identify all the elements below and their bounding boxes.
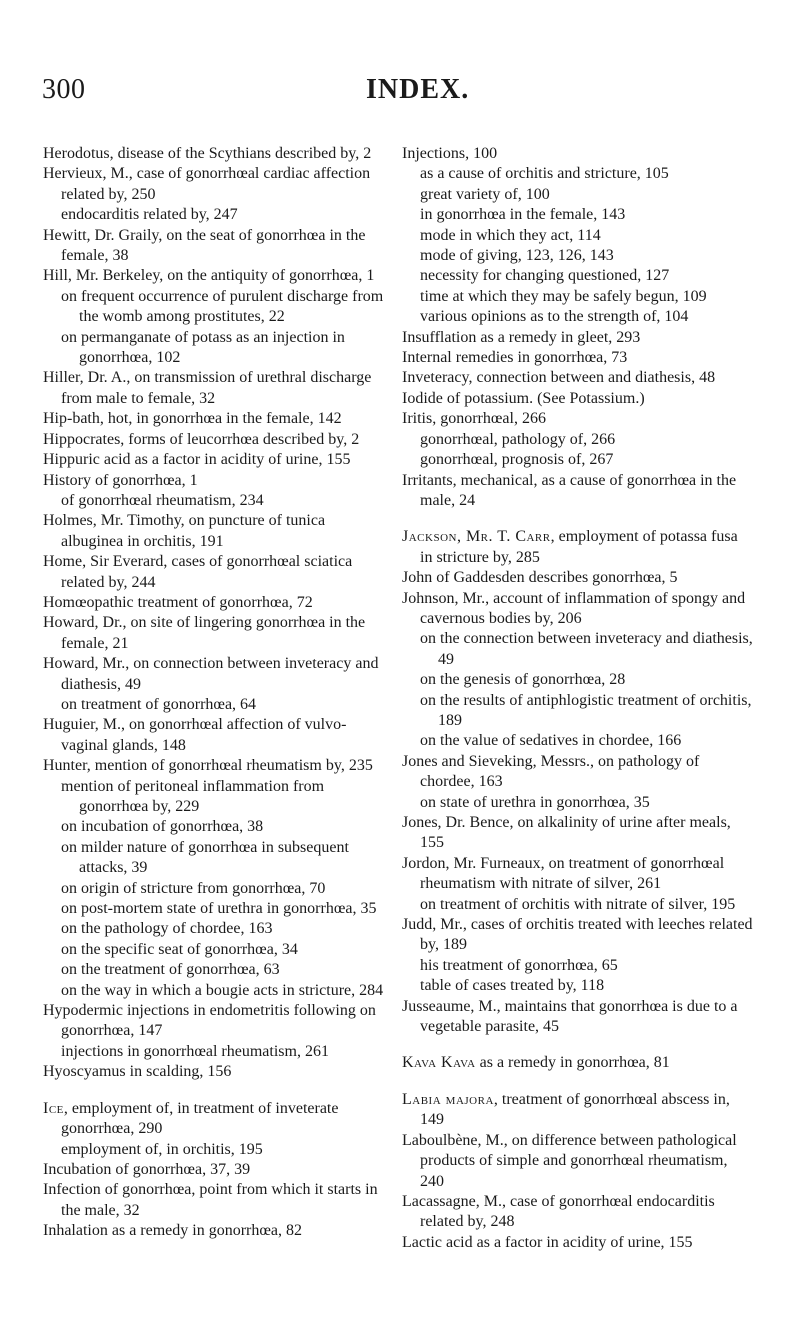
index-subentry [402,976,754,996]
entry-text: Hippocrates, forms of leucorrhœa described by, 2 [43,430,360,448]
index-entry [402,997,754,1038]
entry-text: Jordon, Mr. Furneaux, on treatment of gonorrhœal rheumatism with nitrate of silver, 261 [402,854,725,893]
entry-text: gonorrhœal, pathology of, 266 [420,430,616,448]
index-entry [43,226,391,267]
index-entry [43,368,391,409]
entry-text: various opinions as to the strength of, 104 [420,308,689,326]
index-subentry [402,629,754,670]
index-subentry [43,695,391,715]
entry-text: Herodotus, disease of the Scythians described by, 2 [43,145,372,162]
entry-text: Injections, 100 [402,145,498,162]
index-entry [43,1180,391,1221]
entry-text: , treatment of gonorrhœal abscess in, 149 [420,1090,730,1129]
entry-text: Johnson, Mr., account of inflammation of spongy and cavernous bodies by, 206 [402,589,746,627]
entry-text: mention of peritoneal inflammation from gonorrhœa by, 229 [61,777,325,815]
section-gap [402,511,754,527]
entry-text: Hill, Mr. Berkeley, on the antiquity of gonorrhœa, 1 [43,267,375,285]
index-entry [402,1233,754,1253]
entry-text: Hyoscyamus in scalding, 156 [43,1063,232,1081]
index-subentry [402,895,754,915]
entry-text: Laboulbène, M., on difference between pathological products of simple and gonorrhœal rheumatism, 240 [402,1131,737,1190]
index-subentry [43,899,391,919]
index-subentry [402,287,754,307]
entry-text: table of cases treated by, 118 [420,977,605,995]
entry-text: Lacassagne, M., case of gonorrhœal endocarditis related by, 248 [402,1192,715,1231]
index-entry [402,389,754,409]
section-gap [402,1037,754,1053]
index-entry [43,471,391,491]
entry-text: on the genesis of gonorrhœa, 28 [420,671,626,689]
index-entry [43,511,391,552]
entry-lead-word: Ice [43,1099,64,1117]
index-entry [43,654,391,695]
section-gap [43,1083,391,1099]
index-subentry [43,1042,391,1062]
entry-text: Hypodermic injections in endometritis following on gonorrhœa, 147 [43,1002,376,1040]
entry-lead-word: Kava Kava [402,1054,476,1072]
entry-lead-word: Jackson, Mr. T. Carr [402,528,551,546]
entry-text: Hunter, mention of gonorrhœal rheumatism by, 235 [43,757,373,775]
index-entry [43,409,391,429]
index-subentry [402,670,754,690]
index-entry [43,1160,391,1180]
entry-text: Howard, Mr., on connection between inveteracy and diathesis, 49 [43,655,379,693]
index-entry [43,450,391,470]
entry-text: Home, Sir Everard, cases of gonorrhœal sciatica related by, 244 [43,553,353,591]
entry-text: on post-mortem state of urethra in gonorrhœa, 35 [61,900,377,918]
index-column-right [402,144,754,1253]
entry-text: Hip-bath, hot, in gonorrhœa in the female, 142 [43,410,342,428]
entry-text: Jones, Dr. Bence, on alkalinity of urine after meals, 155 [402,814,731,852]
index-subentry [402,185,754,205]
entry-text: Hiller, Dr. A., on transmission of urethral discharge from male to female, 32 [43,369,372,407]
entry-text: on incubation of gonorrhœa, 38 [61,818,264,836]
entry-text: , employment of, in treatment of inveterate gonorrhœa, 290 [61,1099,339,1138]
entry-text: Inhalation as a remedy in gonorrhœa, 82 [43,1222,303,1240]
index-subentry [43,940,391,960]
entry-text: endocarditis related by, 247 [61,206,238,224]
running-title: INDEX. [366,74,470,105]
entry-text: gonorrhœal, prognosis of, 267 [420,451,614,469]
entry-text: , employment of potassa fusa in stricture by, 285 [420,528,738,566]
index-subentry [43,817,391,837]
entry-text: Iritis, gonorrhœal, 266 [402,410,546,428]
entry-text: Hewitt, Dr. Graily, on the seat of gonorrhœa in the female, 38 [43,226,366,265]
index-column-left [43,144,391,1242]
entry-text: Homœopathic treatment of gonorrhœa, 72 [43,593,313,611]
index-entry [402,854,754,895]
page-header [0,74,800,114]
entry-text: on frequent occurrence of purulent discharge from the womb among prostitutes, 22 [61,287,384,326]
index-subentry [43,328,391,369]
index-entry [43,613,391,654]
index-entry [402,348,754,368]
index-subentry [43,491,391,511]
entry-text: on origin of stricture from gonorrhœa, 70 [61,879,326,897]
entry-text: mode of giving, 123, 126, 143 [420,247,614,265]
index-entry [43,1221,391,1241]
index-subentry [43,960,391,980]
index-entry [402,1090,754,1131]
index-entry [43,266,391,286]
entry-text: Incubation of gonorrhœa, 37, 39 [43,1160,251,1178]
index-subentry [402,691,754,732]
index-entry [43,164,391,205]
entry-text: on permanganate of potass as an injection in gonorrhœa, 102 [61,328,345,367]
entry-text: Howard, Dr., on site of lingering gonorrhœa in the female, 21 [43,614,366,652]
entry-text: Hippuric acid as a factor in acidity of urine, 155 [43,451,351,469]
entry-text: Huguier, M., on gonorrhœal affection of vulvo-vaginal glands, 148 [43,716,347,754]
entry-text: on the value of sedatives in chordee, 166 [420,732,682,750]
index-entry [43,756,391,776]
index-entry [43,1062,391,1082]
index-entry [402,915,754,956]
entry-text: necessity for changing questioned, 127 [420,267,670,285]
entry-text: on milder nature of gonorrhœa in subsequent attacks, 39 [61,838,349,877]
index-subentry [402,307,754,327]
index-subentry [43,1140,391,1160]
entry-text: Infection of gonorrhœa, point from which it starts in the male, 32 [43,1181,378,1219]
entry-text: his treatment of gonorrhœa, 65 [420,956,618,974]
entry-text: John of Gaddesden describes gonorrhœa, 5 [402,569,678,587]
index-subentry [43,777,391,818]
entry-text: on the treatment of gonorrhœa, 63 [61,961,280,979]
index-entry [43,1001,391,1042]
index-subentry [43,981,391,1001]
index-subentry [43,879,391,899]
index-entry [43,1099,391,1140]
index-subentry [402,205,754,225]
index-entry [402,1192,754,1233]
index-entry [43,715,391,756]
index-entry [402,589,754,630]
entry-text: great variety of, 100 [420,185,550,203]
index-subentry [402,731,754,751]
index-entry [402,527,754,568]
entry-text: on treatment of gonorrhœa, 64 [61,695,257,713]
index-entry [402,471,754,512]
index-subentry [402,430,754,450]
index-subentry [43,919,391,939]
entry-text: Internal remedies in gonorrhœa, 73 [402,349,628,367]
section-gap [402,1074,754,1090]
index-entry [402,752,754,793]
entry-text: Insufflation as a remedy in gleet, 293 [402,328,641,346]
entry-text: Irritants, mechanical, as a cause of gonorrhœa in the male, 24 [402,471,737,509]
entry-text: mode in which they act, 114 [420,226,601,244]
index-entry [43,593,391,613]
entry-text: Judd, Mr., cases of orchitis treated with leeches related by, 189 [402,916,753,954]
entry-text: on the specific seat of gonorrhœa, 34 [61,940,298,958]
index-subentry [402,793,754,813]
index-entry [402,813,754,854]
entry-text: on the pathology of chordee, 163 [61,920,273,938]
index-entry [43,144,391,164]
index-subentry [402,956,754,976]
entry-text: on treatment of orchitis with nitrate of silver, 195 [420,895,736,913]
index-entry [402,1131,754,1192]
entry-text: injections in gonorrhœal rheumatism, 261 [61,1042,329,1060]
index-subentry [402,266,754,286]
entry-text: time at which they may be safely begun, 109 [420,287,707,305]
index-subentry [402,450,754,470]
index-subentry [402,246,754,266]
entry-text: Hervieux, M., case of gonorrhœal cardiac affection related by, 250 [43,165,371,203]
index-subentry [402,226,754,246]
entry-text: Inveteracy, connection between and diathesis, 48 [402,369,716,387]
entry-text: on the connection between inveteracy and diathesis, 49 [420,630,753,668]
entry-text: in gonorrhœa in the female, 143 [420,206,626,224]
index-entry [43,430,391,450]
entry-text: as a remedy in gonorrhœa, 81 [475,1054,670,1072]
index-subentry [43,205,391,225]
index-subentry [402,164,754,184]
index-entry [402,144,754,164]
entry-text: employment of, in orchitis, 195 [61,1140,263,1158]
index-entry [402,328,754,348]
entry-text: of gonorrhœal rheumatism, 234 [61,491,264,509]
entry-lead-word: Labia majora [402,1090,494,1108]
index-subentry [43,838,391,879]
index-entry [402,1053,754,1073]
entry-text: on the results of antiphlogistic treatment of orchitis, 189 [420,691,752,729]
entry-text: Jones and Sieveking, Messrs., on pathology of chordee, 163 [402,752,700,791]
entry-text: as a cause of orchitis and stricture, 105 [420,165,669,183]
entry-text: Iodide of potassium. (See Potassium.) [402,389,645,407]
entry-text: Lactic acid as a factor in acidity of urine, 155 [402,1233,693,1251]
entry-text: Holmes, Mr. Timothy, on puncture of tunica albuginea in orchitis, 191 [43,512,326,550]
index-entry [402,409,754,429]
entry-text: on the way in which a bougie acts in stricture, 284 [61,981,384,999]
index-entry [402,568,754,588]
entry-text: History of gonorrhœa, 1 [43,471,198,489]
entry-text: Jusseaume, M., maintains that gonorrhœa is due to a vegetable parasite, 45 [402,997,738,1036]
index-subentry [43,287,391,328]
entry-text: on state of urethra in gonorrhœa, 35 [420,793,650,811]
index-entry [402,368,754,388]
page-number: 300 [42,74,86,105]
index-entry [43,552,391,593]
